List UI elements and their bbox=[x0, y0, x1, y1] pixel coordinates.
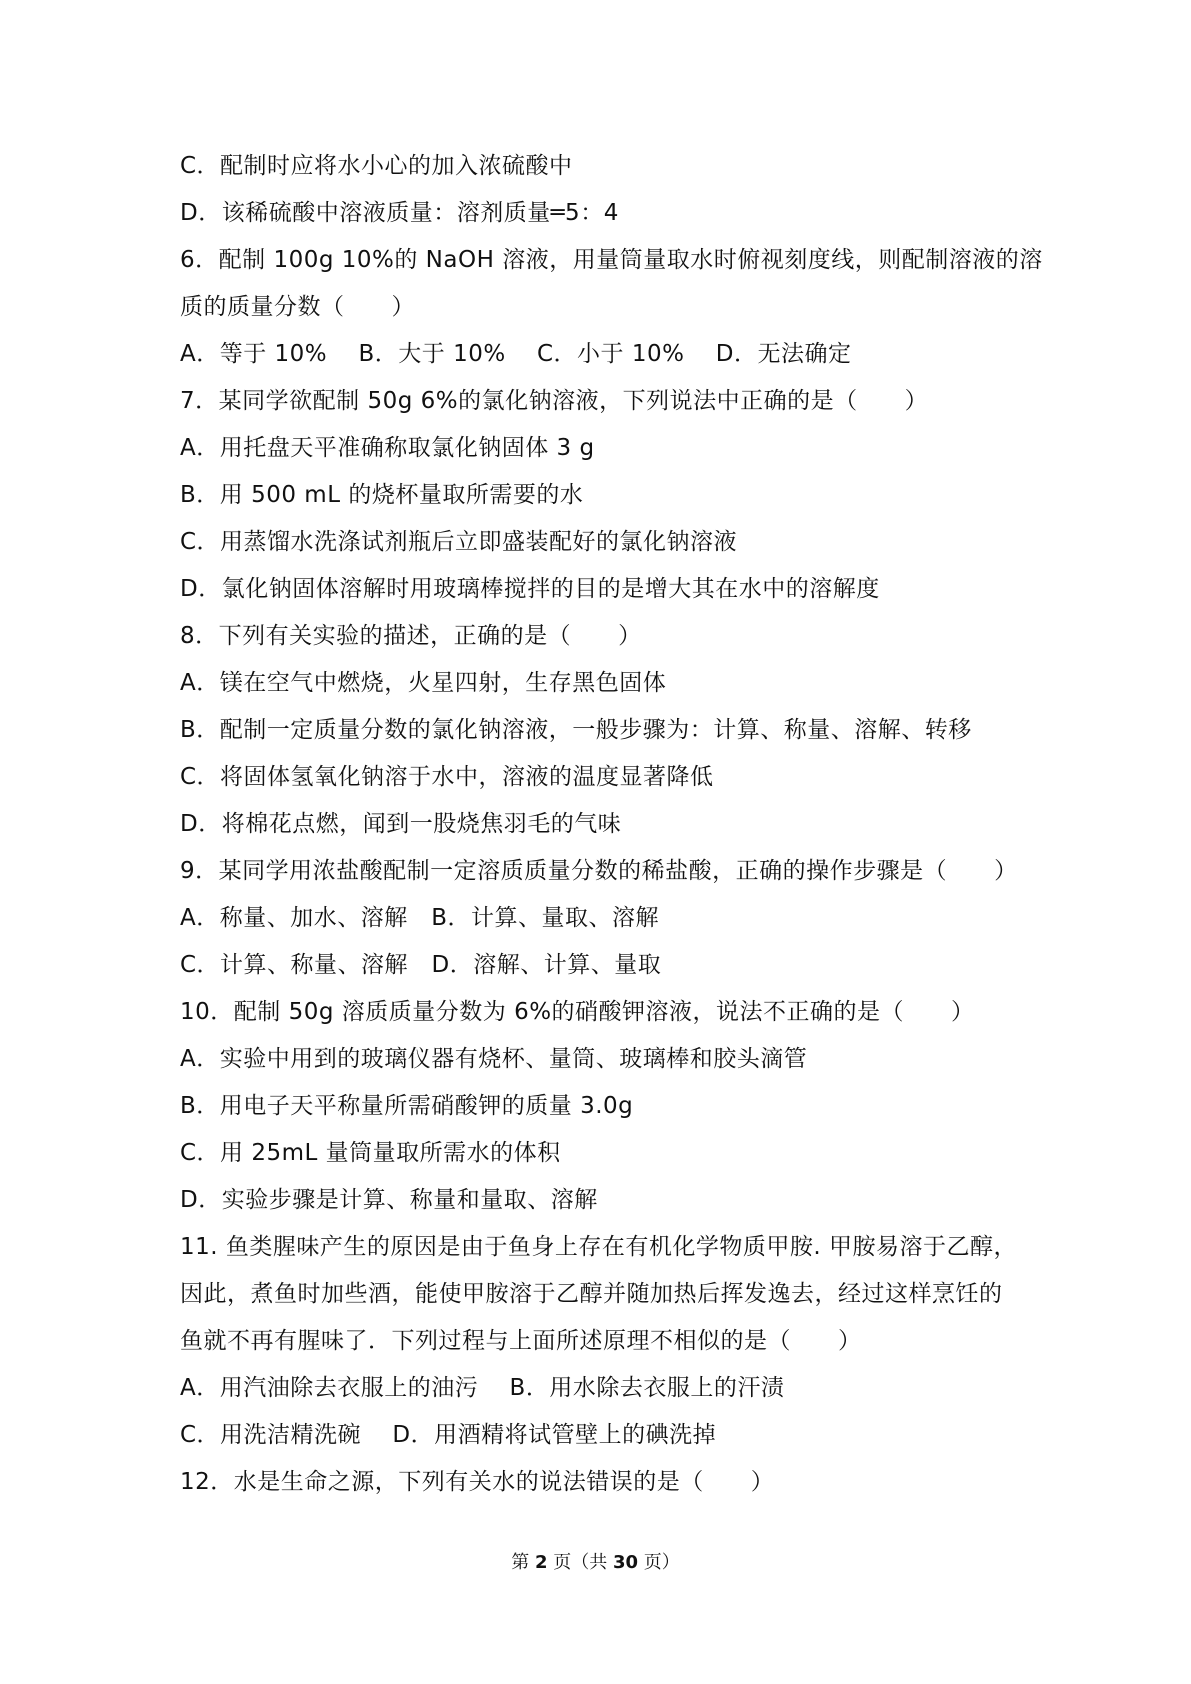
question-11-stem: 鱼就不再有腥味了．下列过程与上面所述原理不相似的是（ ） bbox=[180, 1328, 862, 1354]
option-line: C．用 25mL 量筒量取所需水的体积 bbox=[180, 1140, 561, 1166]
page-footer bbox=[0, 1548, 1191, 1574]
question-9-stem: 9．某同学用浓盐酸配制一定溶质质量分数的稀盐酸，正确的操作步骤是（ ） bbox=[180, 858, 1018, 884]
option-line: A．称量、加水、溶解 B．计算、量取、溶解 bbox=[180, 905, 660, 931]
option-line: C．用洗洁精洗碗 D．用酒精将试管壁上的碘洗掉 bbox=[180, 1422, 717, 1448]
text-line: C．配制时应将水小心的加入浓硫酸中 bbox=[180, 153, 573, 179]
question-11-stem: 11. 鱼类腥味产生的原因是由于鱼身上存在有机化学物质甲胺. 甲胺易溶于乙醇， bbox=[180, 1234, 1018, 1260]
option-line: C．用蒸馏水洗涤试剂瓶后立即盛装配好的氯化钠溶液 bbox=[180, 529, 738, 555]
question-6-line: 6．配制 100g 10%的 NaOH 溶液，用量筒量取水时俯视刻度线，则配制溶液的溶 bbox=[180, 247, 1043, 273]
text-line: D．该稀硫酸中溶液质量：溶剂质量═5：4 bbox=[180, 200, 619, 226]
option-line: B．用 500 mL 的烧杯量取所需要的水 bbox=[180, 482, 584, 508]
option-line: C．计算、称量、溶解 D．溶解、计算、量取 bbox=[180, 952, 662, 978]
question-12-stem: 12．水是生命之源，下列有关水的说法错误的是（ ） bbox=[180, 1469, 775, 1495]
question-11-stem: 因此，煮鱼时加些酒，能使甲胺溶于乙醇并随加热后挥发逸去，经过这样烹饪的 bbox=[180, 1281, 1003, 1307]
option-line: D．实验步骤是计算、称量和量取、溶解 bbox=[180, 1187, 598, 1213]
option-line: B．配制一定质量分数的氯化钠溶液，一般步骤为：计算、称量、溶解、转移 bbox=[180, 717, 972, 743]
option-line: D．将棉花点燃，闻到一股烧焦羽毛的气味 bbox=[180, 811, 622, 837]
footer-total-pages: 30 bbox=[612, 1552, 639, 1573]
question-8-stem: 8．下列有关实验的描述，正确的是（ ） bbox=[180, 623, 642, 649]
option-line: A．用汽油除去衣服上的油污 B．用水除去衣服上的汗渍 bbox=[180, 1375, 785, 1401]
option-line: A．用托盘天平准确称取氯化钠固体 3 g bbox=[180, 435, 595, 461]
option-line: D．氯化钠固体溶解时用玻璃棒搅拌的目的是增大其在水中的溶解度 bbox=[180, 576, 880, 602]
question-6-options: A．等于 10% B．大于 10% C．小于 10% D．无法确定 bbox=[180, 341, 852, 367]
question-6-line: 质的质量分数（ ） bbox=[180, 294, 415, 320]
question-body bbox=[180, 143, 1043, 1506]
option-line: A．实验中用到的玻璃仪器有烧杯、量筒、玻璃棒和胶头滴管 bbox=[180, 1046, 808, 1072]
question-10-stem: 10．配制 50g 溶质质量分数为 6%的硝酸钾溶液，说法不正确的是（ ） bbox=[180, 999, 975, 1025]
option-line: B．用电子天平称量所需硝酸钾的质量 3.0g bbox=[180, 1093, 634, 1119]
footer-page-number: 2 bbox=[534, 1552, 548, 1573]
question-7-stem: 7．某同学欲配制 50g 6%的氯化钠溶液，下列说法中正确的是（ ） bbox=[180, 388, 929, 414]
footer-prefix: 第 bbox=[511, 1552, 535, 1573]
footer-suffix: 页） bbox=[638, 1552, 680, 1573]
option-line: A．镁在空气中燃烧，火星四射，生存黑色固体 bbox=[180, 670, 667, 696]
footer-middle: 页（共 bbox=[547, 1552, 613, 1573]
option-line: C．将固体氢氧化钠溶于水中，溶液的温度显著降低 bbox=[180, 764, 714, 790]
